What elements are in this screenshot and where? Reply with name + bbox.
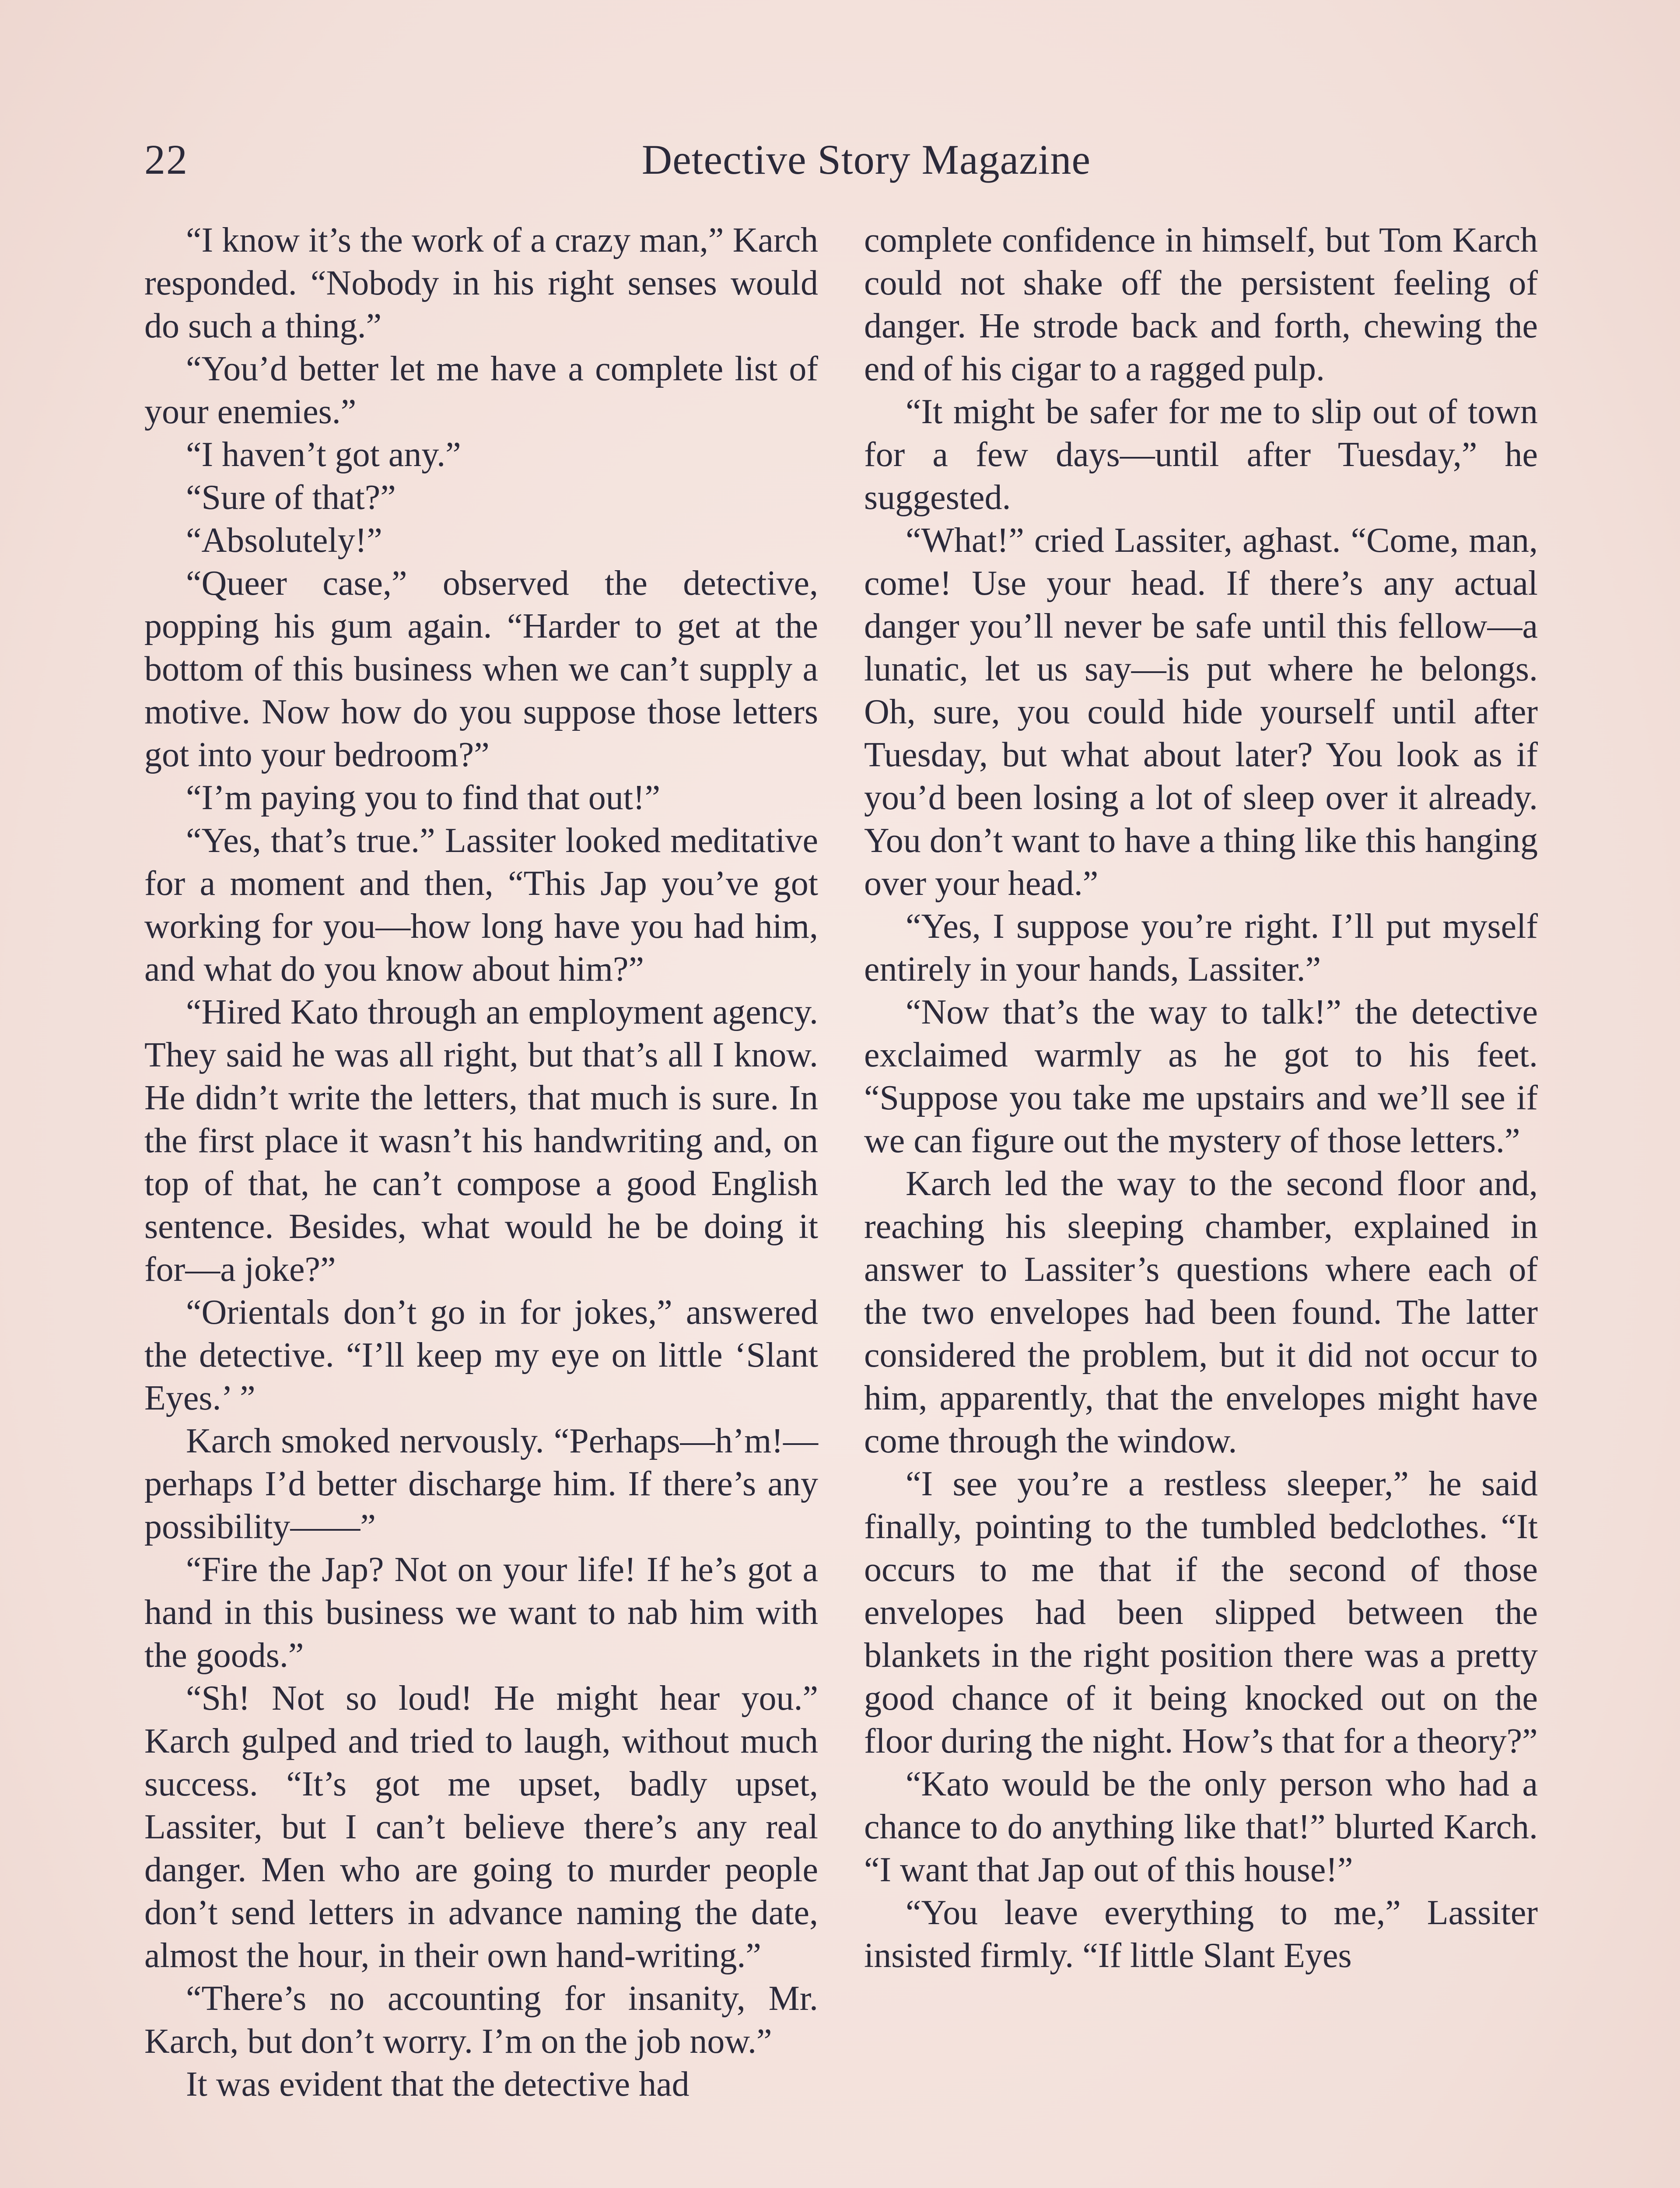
paragraph: “I haven’t got any.”	[186, 435, 461, 474]
paragraph: “I know it’s the work of a crazy man,” Karch responded. “Nobody in his right senses would do such a thing.”	[144, 221, 818, 345]
paragraph: “I’m paying you to find that out!”	[186, 778, 661, 817]
paragraph: “I see you’re a restless sleeper,” he said finally, pointing to the tumbled bedclothes. “It occurs to me that if the second of those envelopes had been slipped between the blankets in the right position there was a pretty good chance of it being knocked out on the floor during the night. How’s that for a theory?”	[864, 1465, 1538, 1760]
paragraph: “There’s no accounting for insanity, Mr. Karch, but don’t worry. I’m on the job now.”	[144, 1979, 818, 2061]
paragraph: “What!” cried Lassiter, aghast. “Come, man, come! Use your head. If there’s any actual danger you’ll never be safe until this fellow—a lunatic, let us say—is put where he belongs. Oh, sure, you could hide yourself until after Tuesday, but what about later? You look as if you’d been losing a lot of sleep over it already. You don’t want to have a thing like this hanging over your head.”	[864, 521, 1538, 903]
page-number: 22	[144, 136, 188, 183]
paragraph: “Queer case,” observed the detective, popping his gum again. “Harder to get at the bottom of this business when we can’t supply a motive. Now how do you suppose those letters got into your bedroom?”	[144, 564, 818, 774]
paragraph: “Sh! Not so loud! He might hear you.” Karch gulped and tried to laugh, without much success. “It’s got me upset, badly upset, Lassiter, but I can’t believe there’s any real danger. Men who are going to murder people don’t send letters in advance naming the date, almost the hour, in their own hand-writing.”	[144, 1679, 818, 1975]
right-column	[864, 219, 1538, 1977]
paragraph: “It might be safer for me to slip out of town for a few days—until after Tuesday,” he suggested.	[864, 393, 1538, 517]
paragraph: “Fire the Jap? Not on your life! If he’s got a hand in this business we want to nab him with the goods.”	[144, 1550, 818, 1675]
paragraph: Karch smoked nervously. “Perhaps—h’m!—perhaps I’d better discharge him. If there’s any possibility——”	[144, 1422, 818, 1546]
paragraph: “Absolutely!”	[186, 521, 382, 560]
paragraph-continuation: complete confidence in himself, but Tom Karch could not shake off the persistent feeling of danger. He strode back and forth, chewing the end of his cigar to a ragged pulp.	[864, 221, 1538, 388]
paragraph: Karch led the way to the second floor and, reaching his sleeping chamber, explained in answer to Lassiter’s questions where each of the two envelopes had been found. The latter considered the problem, but it did not occur to him, apparently, that the envelopes might have come through the window.	[864, 1164, 1538, 1460]
paragraph: “You leave everything to me,” Lassiter insisted firmly. “If little Slant Eyes	[864, 1893, 1538, 1975]
paragraph: “Yes, that’s true.” Lassiter looked meditative for a moment and then, “This Jap you’ve got working for you—how long have you had him, and what do you know about him?”	[144, 821, 818, 989]
magazine-title: Detective Story Magazine	[641, 136, 1091, 183]
paragraph: “You’d better let me have a complete list of your enemies.”	[144, 350, 818, 431]
running-head	[144, 131, 1536, 188]
paragraph: “Now that’s the way to talk!” the detective exclaimed warmly as he got to his feet. “Suppose you take me upstairs and we’ll see if we can figure out the mystery of those letters.”	[864, 993, 1538, 1160]
paragraph: “Sure of that?”	[186, 478, 396, 517]
paragraph: “Kato would be the only person who had a chance to do anything like that!” blurted Karch. “I want that Jap out of this house!”	[864, 1765, 1538, 1889]
paragraph: It was evident that the detective had	[186, 2065, 690, 2104]
left-column	[144, 219, 818, 2106]
paragraph: “Orientals don’t go in for jokes,” answered the detective. “I’ll keep my eye on little ‘Slant Eyes.’ ”	[144, 1293, 818, 1417]
paragraph: “Hired Kato through an employment agency. They said he was all right, but that’s all I know. He didn’t write the letters, that much is sure. In the first place it wasn’t his handwriting and, on top of that, he can’t compose a good English sentence. Besides, what would he be doing it for—a joke?”	[144, 993, 818, 1289]
paragraph: “Yes, I suppose you’re right. I’ll put myself entirely in your hands, Lassiter.”	[864, 907, 1538, 989]
